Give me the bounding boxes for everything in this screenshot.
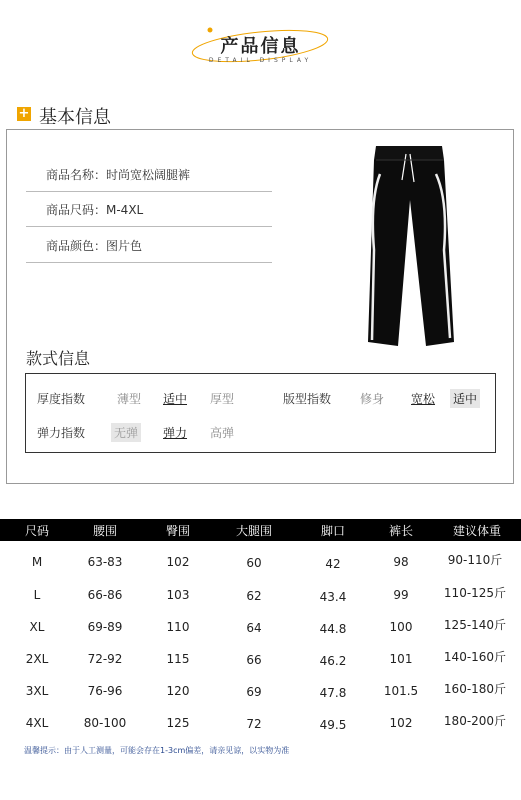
col-weight: 建议体重 (452, 524, 501, 538)
table-cell: 60 (246, 556, 262, 570)
table-cell: 49.5 (319, 718, 347, 732)
table-cell: XL (29, 620, 45, 634)
info-row-color: 商品颜色：图片色 (26, 229, 272, 263)
info-row-name: 商品名称：时尚宽松阔腿裤 (26, 158, 272, 192)
elastic-option-high: 高弹 (210, 426, 235, 440)
table-cell: 160-180斤 (443, 682, 507, 696)
table-cell: 3XL (25, 684, 49, 698)
fit-option-regular: 适中 (450, 389, 480, 408)
table-cell: 66 (246, 653, 262, 667)
col-length: 裤长 (388, 524, 413, 538)
table-cell: 110 (166, 620, 190, 634)
thickness-option-thick: 厚型 (210, 392, 235, 406)
table-cell: 43.4 (319, 590, 347, 604)
table-cell: 102 (166, 555, 190, 569)
table-cell: 101 (389, 652, 413, 666)
table-cell: 62 (246, 589, 262, 603)
table-cell: 72-92 (87, 652, 123, 666)
table-cell: 44.8 (319, 622, 347, 636)
table-cell: 90-110斤 (447, 553, 503, 567)
table-cell: 76-96 (87, 684, 123, 698)
table-cell: 101.5 (383, 684, 419, 698)
table-cell: 115 (166, 652, 190, 666)
style-info-title: 款式信息 (26, 349, 91, 368)
style-box (25, 373, 496, 453)
table-cell: 125-140斤 (443, 618, 507, 632)
thickness-option-medium: 适中 (163, 392, 188, 406)
fit-option-slim: 修身 (360, 392, 385, 406)
elastic-option-stretch: 弹力 (163, 426, 188, 440)
col-waist: 腰围 (92, 524, 117, 538)
table-cell: 140-160斤 (443, 650, 507, 664)
table-cell: M (31, 555, 43, 569)
thickness-option-thin: 薄型 (117, 392, 142, 406)
fit-label: 版型指数 (283, 392, 332, 406)
thickness-label: 厚度指数 (37, 392, 86, 406)
table-cell: 66-86 (87, 588, 123, 602)
table-cell: 69 (246, 685, 262, 699)
table-cell: 125 (166, 716, 190, 730)
table-cell: 2XL (25, 652, 49, 666)
elastic-label: 弹力指数 (37, 426, 86, 440)
elastic-option-none: 无弹 (111, 423, 141, 442)
info-row-size: 商品尺码：M-4XL (26, 193, 272, 227)
basic-info-title: 基本信息 (39, 107, 111, 128)
table-cell: 42 (325, 557, 341, 571)
page-title: 产品信息 (220, 36, 301, 57)
col-hip: 臀围 (165, 524, 190, 538)
table-cell: 80-100 (83, 716, 127, 730)
table-cell: 99 (393, 588, 409, 602)
table-cell: 47.8 (319, 686, 347, 700)
table-cell: 63-83 (87, 555, 123, 569)
pants-image (362, 140, 460, 348)
measurement-note: 温馨提示：由于人工测量，可能会存在1-3cm偏差，请亲见谅，以实物为准 (24, 746, 290, 755)
table-cell: 100 (389, 620, 413, 634)
page-subtitle: DETAIL DISPLAY (208, 57, 313, 64)
table-cell: 98 (393, 555, 409, 569)
table-cell: 102 (389, 716, 413, 730)
plus-icon: + (18, 106, 30, 121)
table-cell: 180-200斤 (443, 714, 507, 728)
col-hem: 脚口 (320, 524, 345, 538)
table-cell: 120 (166, 684, 190, 698)
col-size: 尺码 (24, 524, 49, 538)
table-cell: 64 (246, 621, 262, 635)
table-cell: 69-89 (87, 620, 123, 634)
table-cell: 46.2 (319, 654, 347, 668)
fit-option-loose: 宽松 (411, 392, 436, 406)
table-cell: L (33, 588, 41, 602)
table-cell: 103 (166, 588, 190, 602)
table-cell: 110-125斤 (443, 586, 507, 600)
table-cell: 4XL (25, 716, 49, 730)
col-thigh: 大腿围 (235, 524, 272, 538)
table-cell: 72 (246, 717, 262, 731)
